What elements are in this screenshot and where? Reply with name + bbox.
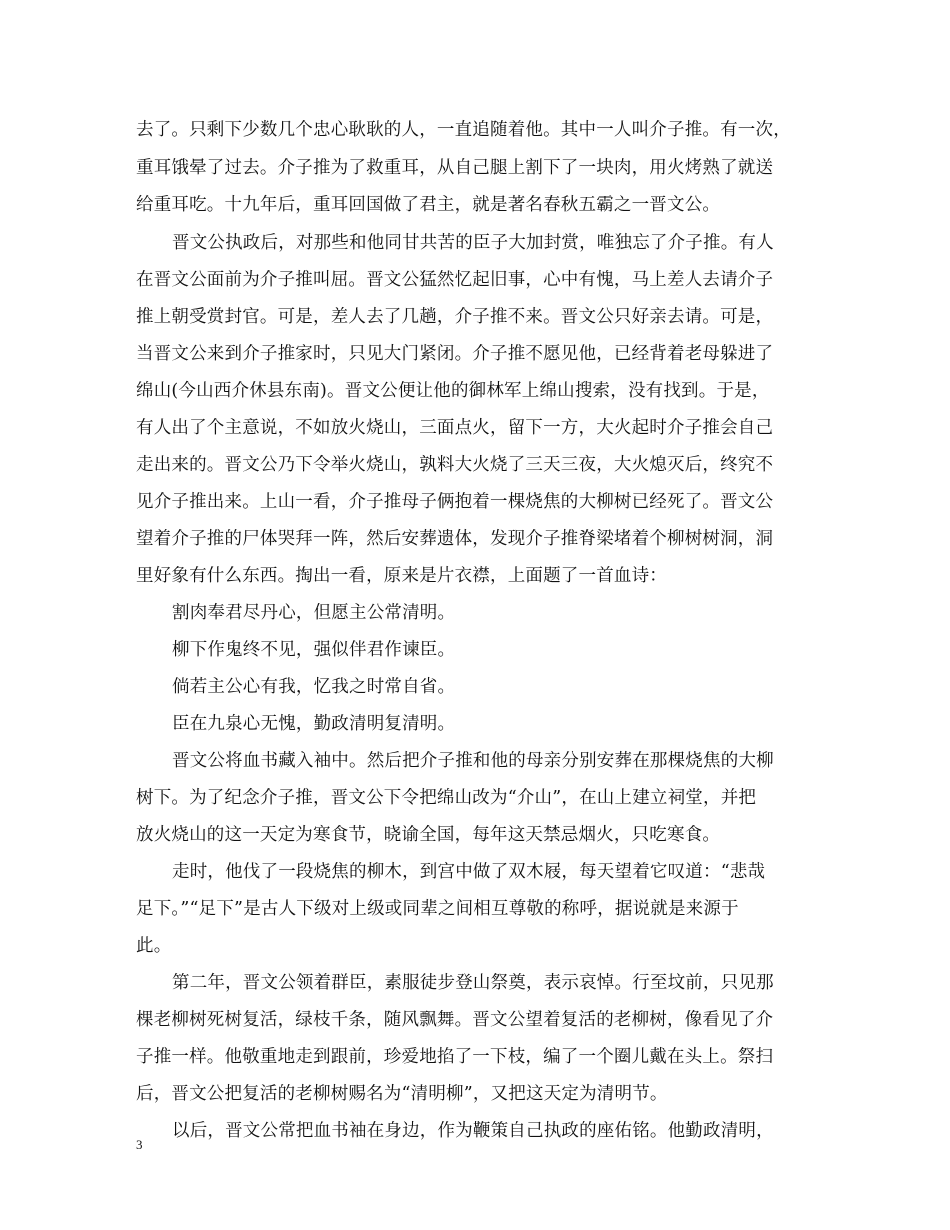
poem-line: 割肉奉君尽丹心，但愿主公常清明。	[172, 603, 456, 623]
paragraph-first-line: 走时，他伐了一段烧焦的柳木，到宫中做了双木屐，每天望着它叹道：“悲哉	[172, 862, 766, 882]
text-line: 里好象有什么东西。掏出一看，原来是片衣襟，上面题了一首血诗：	[136, 566, 667, 586]
text-line: 去了。只剩下少数几个忠心耿耿的人，一直追随着他。其中一人叫介子推。有一次，	[136, 120, 791, 140]
text-line: 见介子推出来。上山一看，介子推母子俩抱着一棵烧焦的大柳树已经死了。晋文公	[136, 492, 774, 512]
text-line: 后，晋文公把复活的老柳树赐名为“清明柳”，又把这天定为清明节。	[136, 1084, 668, 1104]
text-line: 足下。”“足下”是古人下级对上级或同辈之间相互尊敬的称呼，据说就是来源于	[136, 899, 739, 919]
text-line: 有人出了个主意说，不如放火烧山，三面点火，留下一方，大火起时介子推会自己	[136, 418, 774, 438]
paragraph-first-line: 以后，晋文公常把血书袖在身边，作为鞭策自己执政的座佑铭。他勤政清明，	[172, 1121, 774, 1141]
text-line: 当晋文公来到介子推家时，只见大门紧闭。介子推不愿见他，已经背着老母躲进了	[136, 344, 774, 364]
text-line: 给重耳吃。十九年后，重耳回国做了君主，就是著名春秋五霸之一晋文公。	[136, 195, 721, 215]
text-line: 在晋文公面前为介子推叫屈。晋文公猛然忆起旧事，心中有愧，马上差人去请介子	[136, 270, 774, 290]
text-line: 子推一样。他敬重地走到跟前，珍爱地掐了一下枝，编了一个圈儿戴在头上。祭扫	[136, 1047, 774, 1067]
text-line: 重耳饿晕了过去。介子推为了救重耳，从自己腿上割下了一块肉，用火烤熟了就送	[136, 158, 774, 178]
paragraph-first-line: 晋文公执政后，对那些和他同甘共苦的臣子大加封赏，唯独忘了介子推。有人	[172, 233, 774, 253]
paragraph-first-line: 第二年，晋文公领着群臣，素服徒步登山祭奠，表示哀悼。行至坟前，只见那	[172, 973, 774, 993]
text-line: 望着介子推的尸体哭拜一阵，然后安葬遗体，发现介子推脊梁堵着个柳树树洞，洞	[136, 529, 774, 549]
poem-line: 柳下作鬼终不见，强似伴君作谏臣。	[172, 640, 456, 660]
text-line: 树下。为了纪念介子推，晋文公下令把绵山改为“介山”，在山上建立祠堂，并把	[136, 788, 757, 808]
text-line: 走出来的。晋文公乃下令举火烧山，孰料大火烧了三天三夜，大火熄灭后，终究不	[136, 455, 774, 475]
text-line: 绵山(今山西介休县东南)。晋文公便让他的御林军上绵山搜索，没有找到。于是，	[136, 381, 770, 401]
text-line: 此。	[136, 936, 172, 956]
poem-line: 臣在九泉心无愧，勤政清明复清明。	[172, 714, 456, 734]
page-number: 3	[136, 1137, 143, 1152]
text-line: 推上朝受赏封官。可是，差人去了几趟，介子推不来。晋文公只好亲去请。可是，	[136, 307, 774, 327]
paragraph-first-line: 晋文公将血书藏入袖中。然后把介子推和他的母亲分别安葬在那棵烧焦的大柳	[172, 751, 774, 771]
poem-line: 倘若主公心有我，忆我之时常自省。	[172, 677, 456, 697]
text-line: 放火烧山的这一天定为寒食节，晓谕全国，每年这天禁忌烟火，只吃寒食。	[136, 825, 721, 845]
text-line: 棵老柳树死树复活，绿枝千条，随风飘舞。晋文公望着复活的老柳树，像看见了介	[136, 1010, 774, 1030]
